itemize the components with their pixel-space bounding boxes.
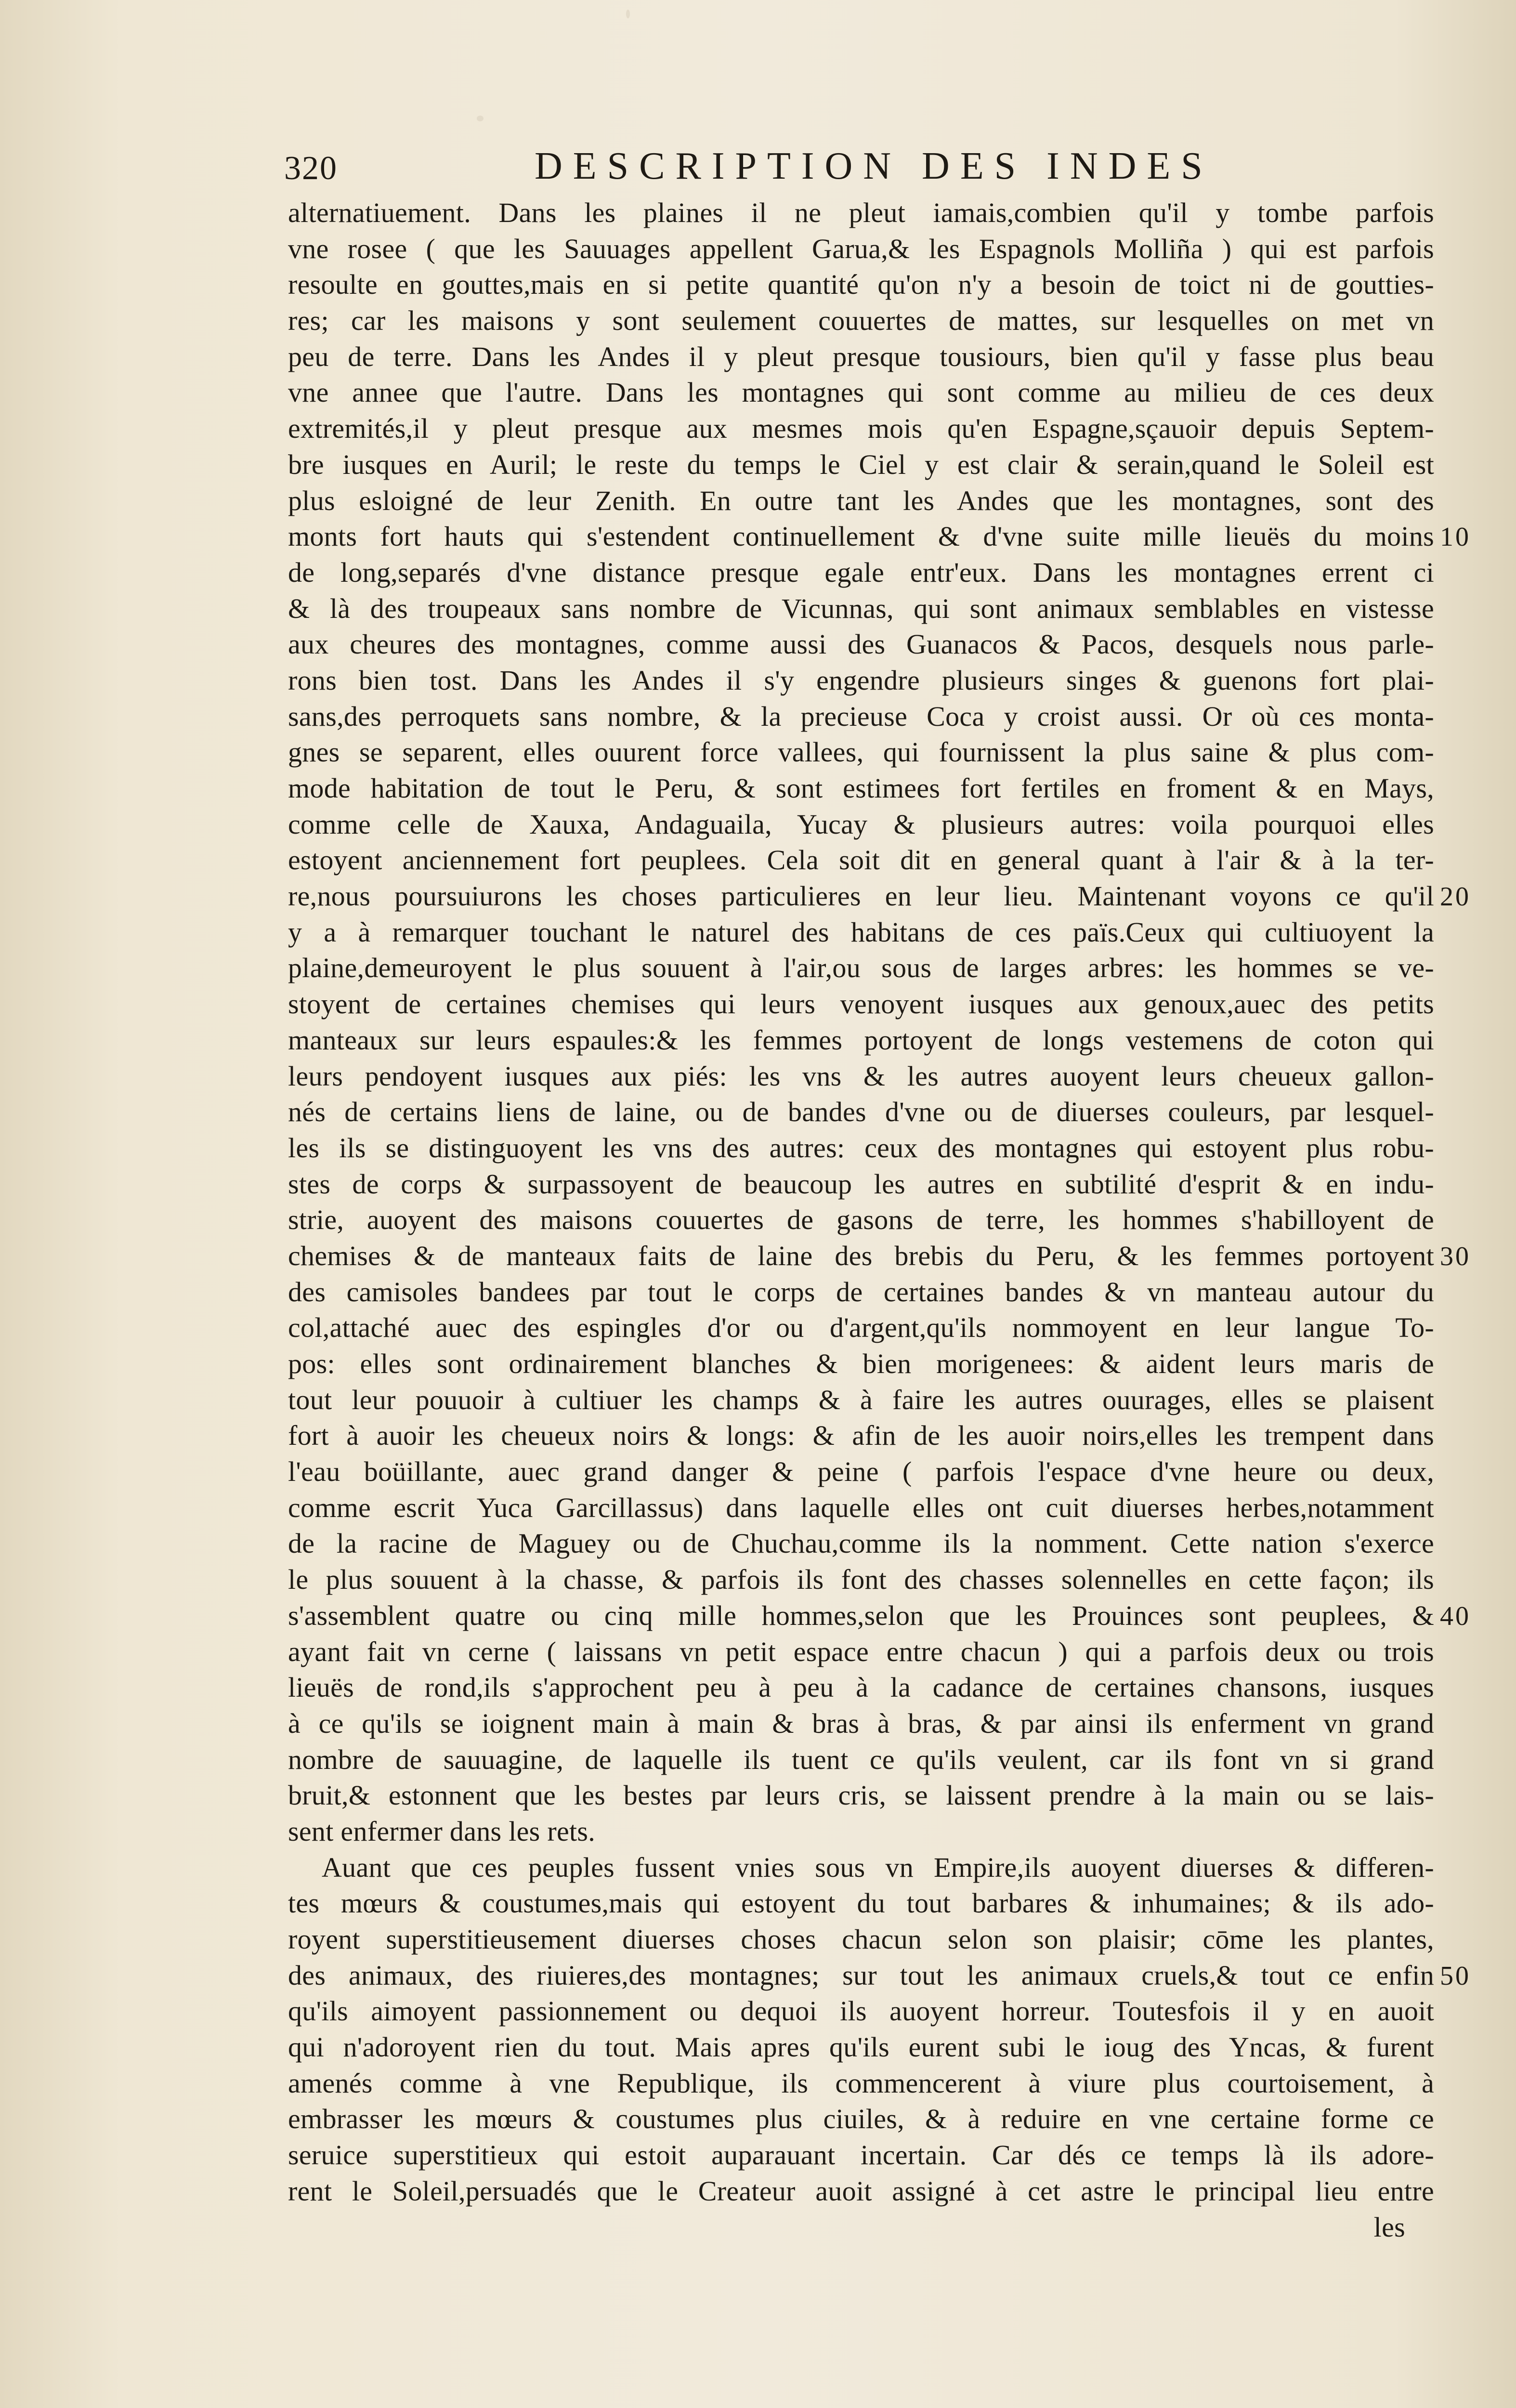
text-line: plaine,demeuroyent le plus souuent à l'air,ou sous de larges arbres: les hommes se ve- — [288, 952, 1434, 984]
text-line: Auant que ces peuples fussent vnies sous vn Empire,ils auoyent diuerses & differen- — [322, 1851, 1434, 1883]
text-line: aux cheures des montagnes, comme aussi des Guanacos & Pacos, desquels nous parle- — [288, 628, 1434, 660]
text-line: s'assemblent quatre ou cinq mille hommes,selon que les Prouinces sont peuplees, & — [288, 1599, 1434, 1631]
text-line: fort à auoir les cheueux noirs & longs: & afin de les auoir noirs,elles les trempent dans — [288, 1420, 1434, 1452]
text-line: les ils se distinguoyent les vns des autres: ceux des montagnes qui estoyent plus robu- — [288, 1132, 1434, 1164]
text-line: amenés comme à vne Republique, ils commencerent à viure plus courtoisement, à — [288, 2067, 1434, 2099]
text-line: les — [1373, 2211, 1405, 2243]
text-line: y a à remarquer touchant le naturel des habitans de ces païs.Ceux qui cultiuoyent la — [288, 916, 1434, 948]
text-line: bruit,& estonnent que les bestes par leurs cris, se laissent prendre à la main ou se lais- — [288, 1780, 1434, 1811]
margin-line-number: 50 — [1440, 1961, 1471, 1991]
text-line: chemises & de manteaux faits de laine des brebis du Peru, & les femmes portoyent — [288, 1240, 1434, 1271]
text-line: sent enfermer dans les rets. — [288, 1815, 596, 1847]
text-line: vne annee que l'autre. Dans les montagnes qui sont comme au milieu de ces deux — [288, 377, 1434, 408]
text-line: rons bien tost. Dans les Andes il s'y engendre plusieurs singes & guenons fort plai- — [288, 664, 1434, 696]
text-line: comme escrit Yuca Garcillassus) dans laquelle elles ont cuit diuerses herbes,notamment — [288, 1492, 1434, 1523]
text-line: seruice superstitieux qui estoit auparauant incertain. Car dés ce temps là ils adore- — [288, 2139, 1434, 2171]
text-line: qu'ils aimoyent passionnement ou dequoi ils auoyent horreur. Toutesfois il y en auoit — [288, 1995, 1434, 2027]
text-line: monts fort hauts qui s'estendent continuellement & d'vne suite mille lieuës du moins — [288, 521, 1434, 552]
text-line: manteaux sur leurs espaules:& les femmes portoyent de longs vestemens de coton qui — [288, 1024, 1434, 1056]
text-line: extremités,il y pleut presque aux mesmes mois qu'en Espagne,sçauoir depuis Septem- — [288, 413, 1434, 445]
text-line: sans,des perroquets sans nombre, & la precieuse Coca y croist aussi. Or où ces monta- — [288, 700, 1434, 732]
text-line: resoulte en gouttes,mais en si petite quantité qu'on n'y a besoin de toict ni de goutties- — [288, 269, 1434, 301]
text-line: & là des troupeaux sans nombre de Vicunnas, qui sont animaux semblables en vistesse — [288, 592, 1434, 624]
text-line: l'eau boüillante, auec grand danger & peine ( parfois l'espace d'vne heure ou deux, — [288, 1456, 1434, 1488]
text-line: estoyent anciennement fort peuplees. Cela soit dit en general quant à l'air & à la ter- — [288, 844, 1434, 876]
text-line: tout leur pouuoir à cultiuer les champs & à faire les autres ouurages, elles se plaisent — [288, 1384, 1434, 1415]
text-line: nés de certains liens de laine, ou de bandes d'vne ou de diuerses couleurs, par lesquel- — [288, 1096, 1434, 1128]
text-line: mode habitation de tout le Peru, & sont estimees fort fertiles en froment & en Mays, — [288, 772, 1434, 804]
ink-smudge — [626, 10, 630, 18]
text-line: leurs pendoyent iusques aux piés: les vns & les autres auoyent leurs cheueux gallon- — [288, 1060, 1434, 1092]
margin-line-number: 30 — [1440, 1242, 1471, 1272]
text-line: embrasser les mœurs & coustumes plus ciuiles, & à reduire en vne certaine forme ce — [288, 2103, 1434, 2135]
text-line: des camisoles bandees par tout le corps de certaines bandes & vn manteau autour du — [288, 1276, 1434, 1308]
text-line: tes mœurs & coustumes,mais qui estoyent du tout barbares & inhumaines; & ils ado- — [288, 1887, 1434, 1919]
running-title: DESCRIPTION DES INDES — [535, 145, 1213, 187]
ink-smudge — [477, 116, 484, 121]
text-line: col,attaché auec des espingles d'or ou d'argent,qu'ils nommoyent en leur langue To- — [288, 1312, 1434, 1344]
text-line: stoyent de certaines chemises qui leurs venoyent iusques aux genoux,auec des petits — [288, 988, 1434, 1020]
text-line: alternatiuement. Dans les plaines il ne pleut iamais,combien qu'il y tombe parfois — [288, 197, 1434, 228]
text-line: comme celle de Xauxa, Andaguaila, Yucay & plusieurs autres: voila pourquoi elles — [288, 808, 1434, 840]
text-line: res; car les maisons y sont seulement couuertes de mattes, sur lesquelles on met vn — [288, 305, 1434, 337]
text-line: pos: elles sont ordinairement blanches & bien morigenees: & aident leurs maris de — [288, 1348, 1434, 1379]
text-line: de la racine de Maguey ou de Chuchau,comme ils la nomment. Cette nation s'exerce — [288, 1528, 1434, 1559]
text-line: de long,separés d'vne distance presque egale entr'eux. Dans les montagnes errent ci — [288, 556, 1434, 588]
text-line: plus esloigné de leur Zenith. En outre tant les Andes que les montagnes, sont des — [288, 484, 1434, 516]
page-number: 320 — [284, 150, 338, 187]
text-line: royent superstitieusement diuerses choses chacun selon son plaisir; cōme les plantes, — [288, 1924, 1434, 1955]
text-line: vne rosee ( que les Sauuages appellent Garua,& les Espagnols Molliña ) qui est parfois — [288, 233, 1434, 264]
text-line: re,nous poursuiurons les choses particulieres en leur lieu. Maintenant voyons ce qu'il — [288, 880, 1434, 912]
text-line: bre iusques en Auril; le reste du temps le Ciel y est clair & serain,quand le Soleil est — [288, 448, 1434, 480]
text-line: des animaux, des riuieres,des montagnes; sur tout les animaux cruels,& tout ce enfin — [288, 1959, 1434, 1991]
text-line: stes de corps & surpassoyent de beaucoup les autres en subtilité d'esprit & en indu- — [288, 1168, 1434, 1200]
text-line: à ce qu'ils se ioignent main à main & bras à bras, & par ainsi ils enferment vn grand — [288, 1707, 1434, 1739]
margin-line-number: 10 — [1440, 522, 1471, 552]
text-line: le plus souuent à la chasse, & parfois ils font des chasses solennelles en cette façon; ils — [288, 1564, 1434, 1596]
text-line: lieuës de rond,ils s'approchent peu à peu à la cadance de certaines chansons, iusques — [288, 1672, 1434, 1703]
text-line: rent le Soleil,persuadés que le Createur auoit assigné à cet astre le principal lieu entre — [288, 2175, 1434, 2207]
text-line: nombre de sauuagine, de laquelle ils tuent ce qu'ils veulent, car ils font vn si grand — [288, 1743, 1434, 1775]
page-header — [284, 144, 1344, 197]
text-line: gnes se separent, elles ouurent force vallees, qui fournissent la plus saine & plus com- — [288, 736, 1434, 768]
text-line: peu de terre. Dans les Andes il y pleut presque tousiours, bien qu'il y fasse plus beau — [288, 340, 1434, 372]
text-line: qui n'adoroyent rien du tout. Mais apres qu'ils eurent subi le ioug des Yncas, & furent — [288, 2031, 1434, 2063]
text-line: strie, auoyent des maisons couuertes de gasons de terre, les hommes s'habilloyent de — [288, 1204, 1434, 1236]
body-text — [288, 195, 1434, 2245]
margin-line-number: 40 — [1440, 1601, 1471, 1632]
text-line: ayant fait vn cerne ( laissans vn petit espace entre chacun ) qui a parfois deux ou trois — [288, 1636, 1434, 1667]
margin-line-number: 20 — [1440, 882, 1471, 912]
